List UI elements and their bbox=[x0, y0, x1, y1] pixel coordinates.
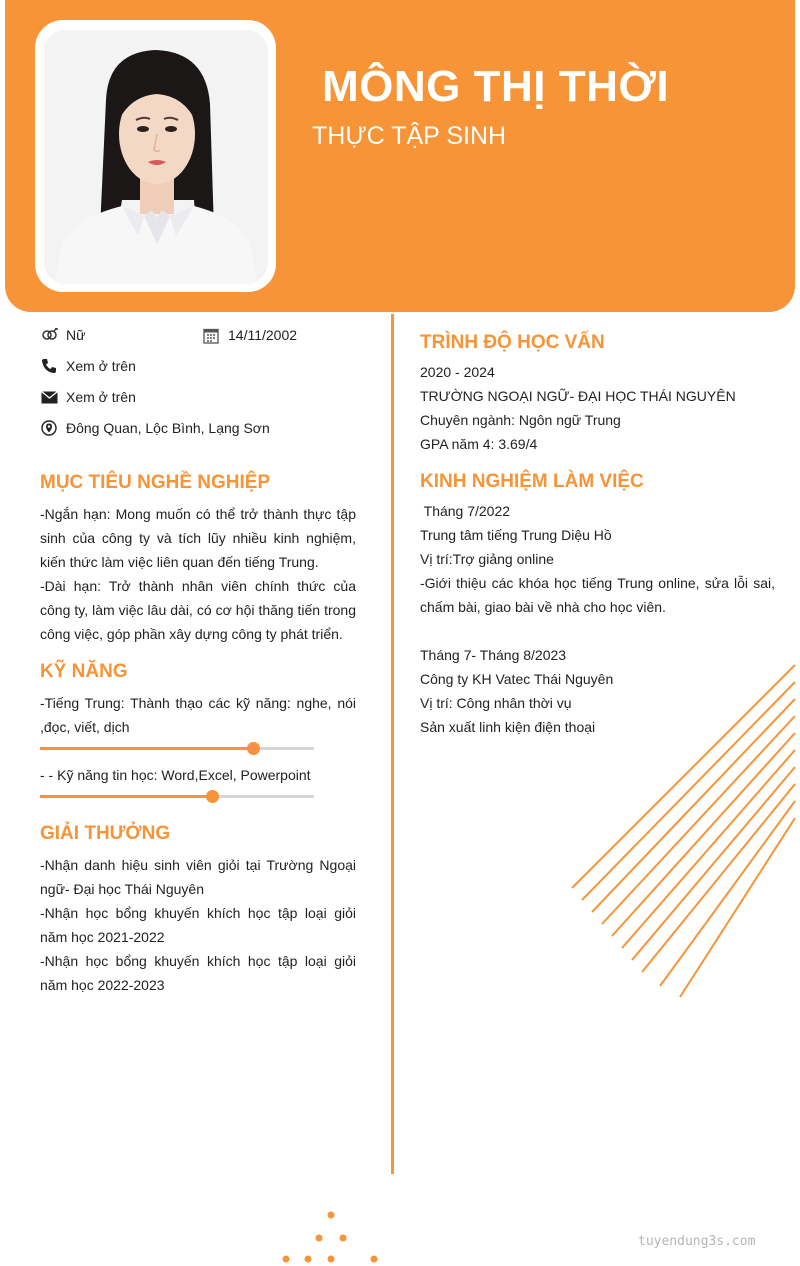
education-gpa: GPA năm 4: 3.69/4 bbox=[420, 436, 538, 452]
job-description: -Giới thiệu các khóa học tiếng Trung online, sửa lỗi sai, chấm bài, giao bài về nhà cho học viên. bbox=[420, 575, 775, 615]
job-period: Tháng 7- Tháng 8/2023 bbox=[420, 647, 567, 663]
objective-short-term: -Ngắn hạn: Mong muốn có thể trở thành thực tập sinh của công ty và tích lũy nhiều kinh nghiệm, kiến thức làm việc liên quan đến tiếng Trung. bbox=[40, 506, 356, 570]
phone-row bbox=[40, 357, 136, 375]
email-text: Xem ở trên bbox=[66, 389, 136, 405]
skills-heading: KỸ NĂNG bbox=[40, 661, 128, 682]
job-position: Vị trí:Trợ giảng online bbox=[420, 551, 554, 567]
experience-heading: KINH NGHIỆM LÀM VIỆC bbox=[420, 471, 644, 492]
decorative-diagonal-lines bbox=[560, 660, 800, 1005]
skill-bar-fill bbox=[40, 795, 213, 798]
skill-bar-fill bbox=[40, 747, 254, 750]
job-description: Sản xuất linh kiện điện thoại bbox=[420, 719, 596, 735]
award-item: -Nhận học bổng khuyến khích học tập loại giỏi năm học 2021-2022 bbox=[40, 905, 356, 945]
map-pin-icon bbox=[40, 419, 58, 437]
awards-heading: GIẢI THƯỞNG bbox=[40, 823, 171, 844]
decorative-dots bbox=[276, 1206, 386, 1266]
gender-text: Nữ bbox=[66, 327, 86, 343]
address-text: Đông Quan, Lộc Bình, Lạng Sơn bbox=[66, 420, 270, 436]
objective-heading: MỤC TIÊU NGHỀ NGHIỆP bbox=[40, 472, 271, 493]
skill-item: -Tiếng Trung: Thành thạo các kỹ năng: nghe, nói ,đọc, viết, dịch bbox=[40, 695, 356, 735]
job-company: Trung tâm tiếng Trung Diệu Hồ bbox=[420, 527, 612, 543]
envelope-icon bbox=[40, 388, 58, 406]
birthday-row bbox=[202, 326, 297, 344]
watermark: tuyendung3s.com bbox=[638, 1234, 756, 1249]
skill-bar-knob bbox=[247, 742, 260, 755]
gender-icon bbox=[40, 326, 58, 344]
job-position: Vị trí: Công nhân thời vụ bbox=[420, 695, 572, 711]
address-row bbox=[40, 419, 270, 437]
skill-item: - - Kỹ năng tin học: Word,Excel, Powerpoint bbox=[40, 767, 311, 783]
column-divider bbox=[391, 314, 394, 1174]
education-school: TRƯỜNG NGOẠI NGỮ- ĐẠI HỌC THÁI NGUYÊN bbox=[420, 388, 736, 404]
email-row bbox=[40, 388, 136, 406]
education-heading: TRÌNH ĐỘ HỌC VẤN bbox=[420, 332, 605, 353]
education-major: Chuyên ngành: Ngôn ngữ Trung bbox=[420, 412, 621, 428]
job-company: Công ty KH Vatec Thái Nguyên bbox=[420, 671, 614, 687]
phone-text: Xem ở trên bbox=[66, 358, 136, 374]
birthday-text: 14/11/2002 bbox=[228, 327, 298, 343]
award-item: -Nhận danh hiệu sinh viên giỏi tại Trường Ngoại ngữ- Đại học Thái Nguyên bbox=[40, 857, 356, 897]
education-period: 2020 - 2024 bbox=[420, 364, 495, 380]
skill-bar-knob bbox=[206, 790, 219, 803]
award-item: -Nhận học bổng khuyến khích học tập loại giỏi năm học 2022-2023 bbox=[40, 953, 356, 993]
phone-icon bbox=[40, 357, 58, 375]
candidate-title: THỰC TẬP SINH bbox=[312, 122, 507, 150]
gender-row bbox=[40, 326, 85, 344]
job-period: Tháng 7/2022 bbox=[420, 503, 511, 519]
profile-photo bbox=[44, 30, 268, 284]
objective-long-term: -Dài hạn: Trở thành nhân viên chính thức của công ty, làm việc lâu dài, có cơ hội thăng tiến trong công việc, góp phần xây dựng công ty phát triển. bbox=[40, 578, 356, 642]
candidate-name: MÔNG THỊ THỜI bbox=[322, 62, 670, 111]
calendar-icon bbox=[202, 326, 220, 344]
